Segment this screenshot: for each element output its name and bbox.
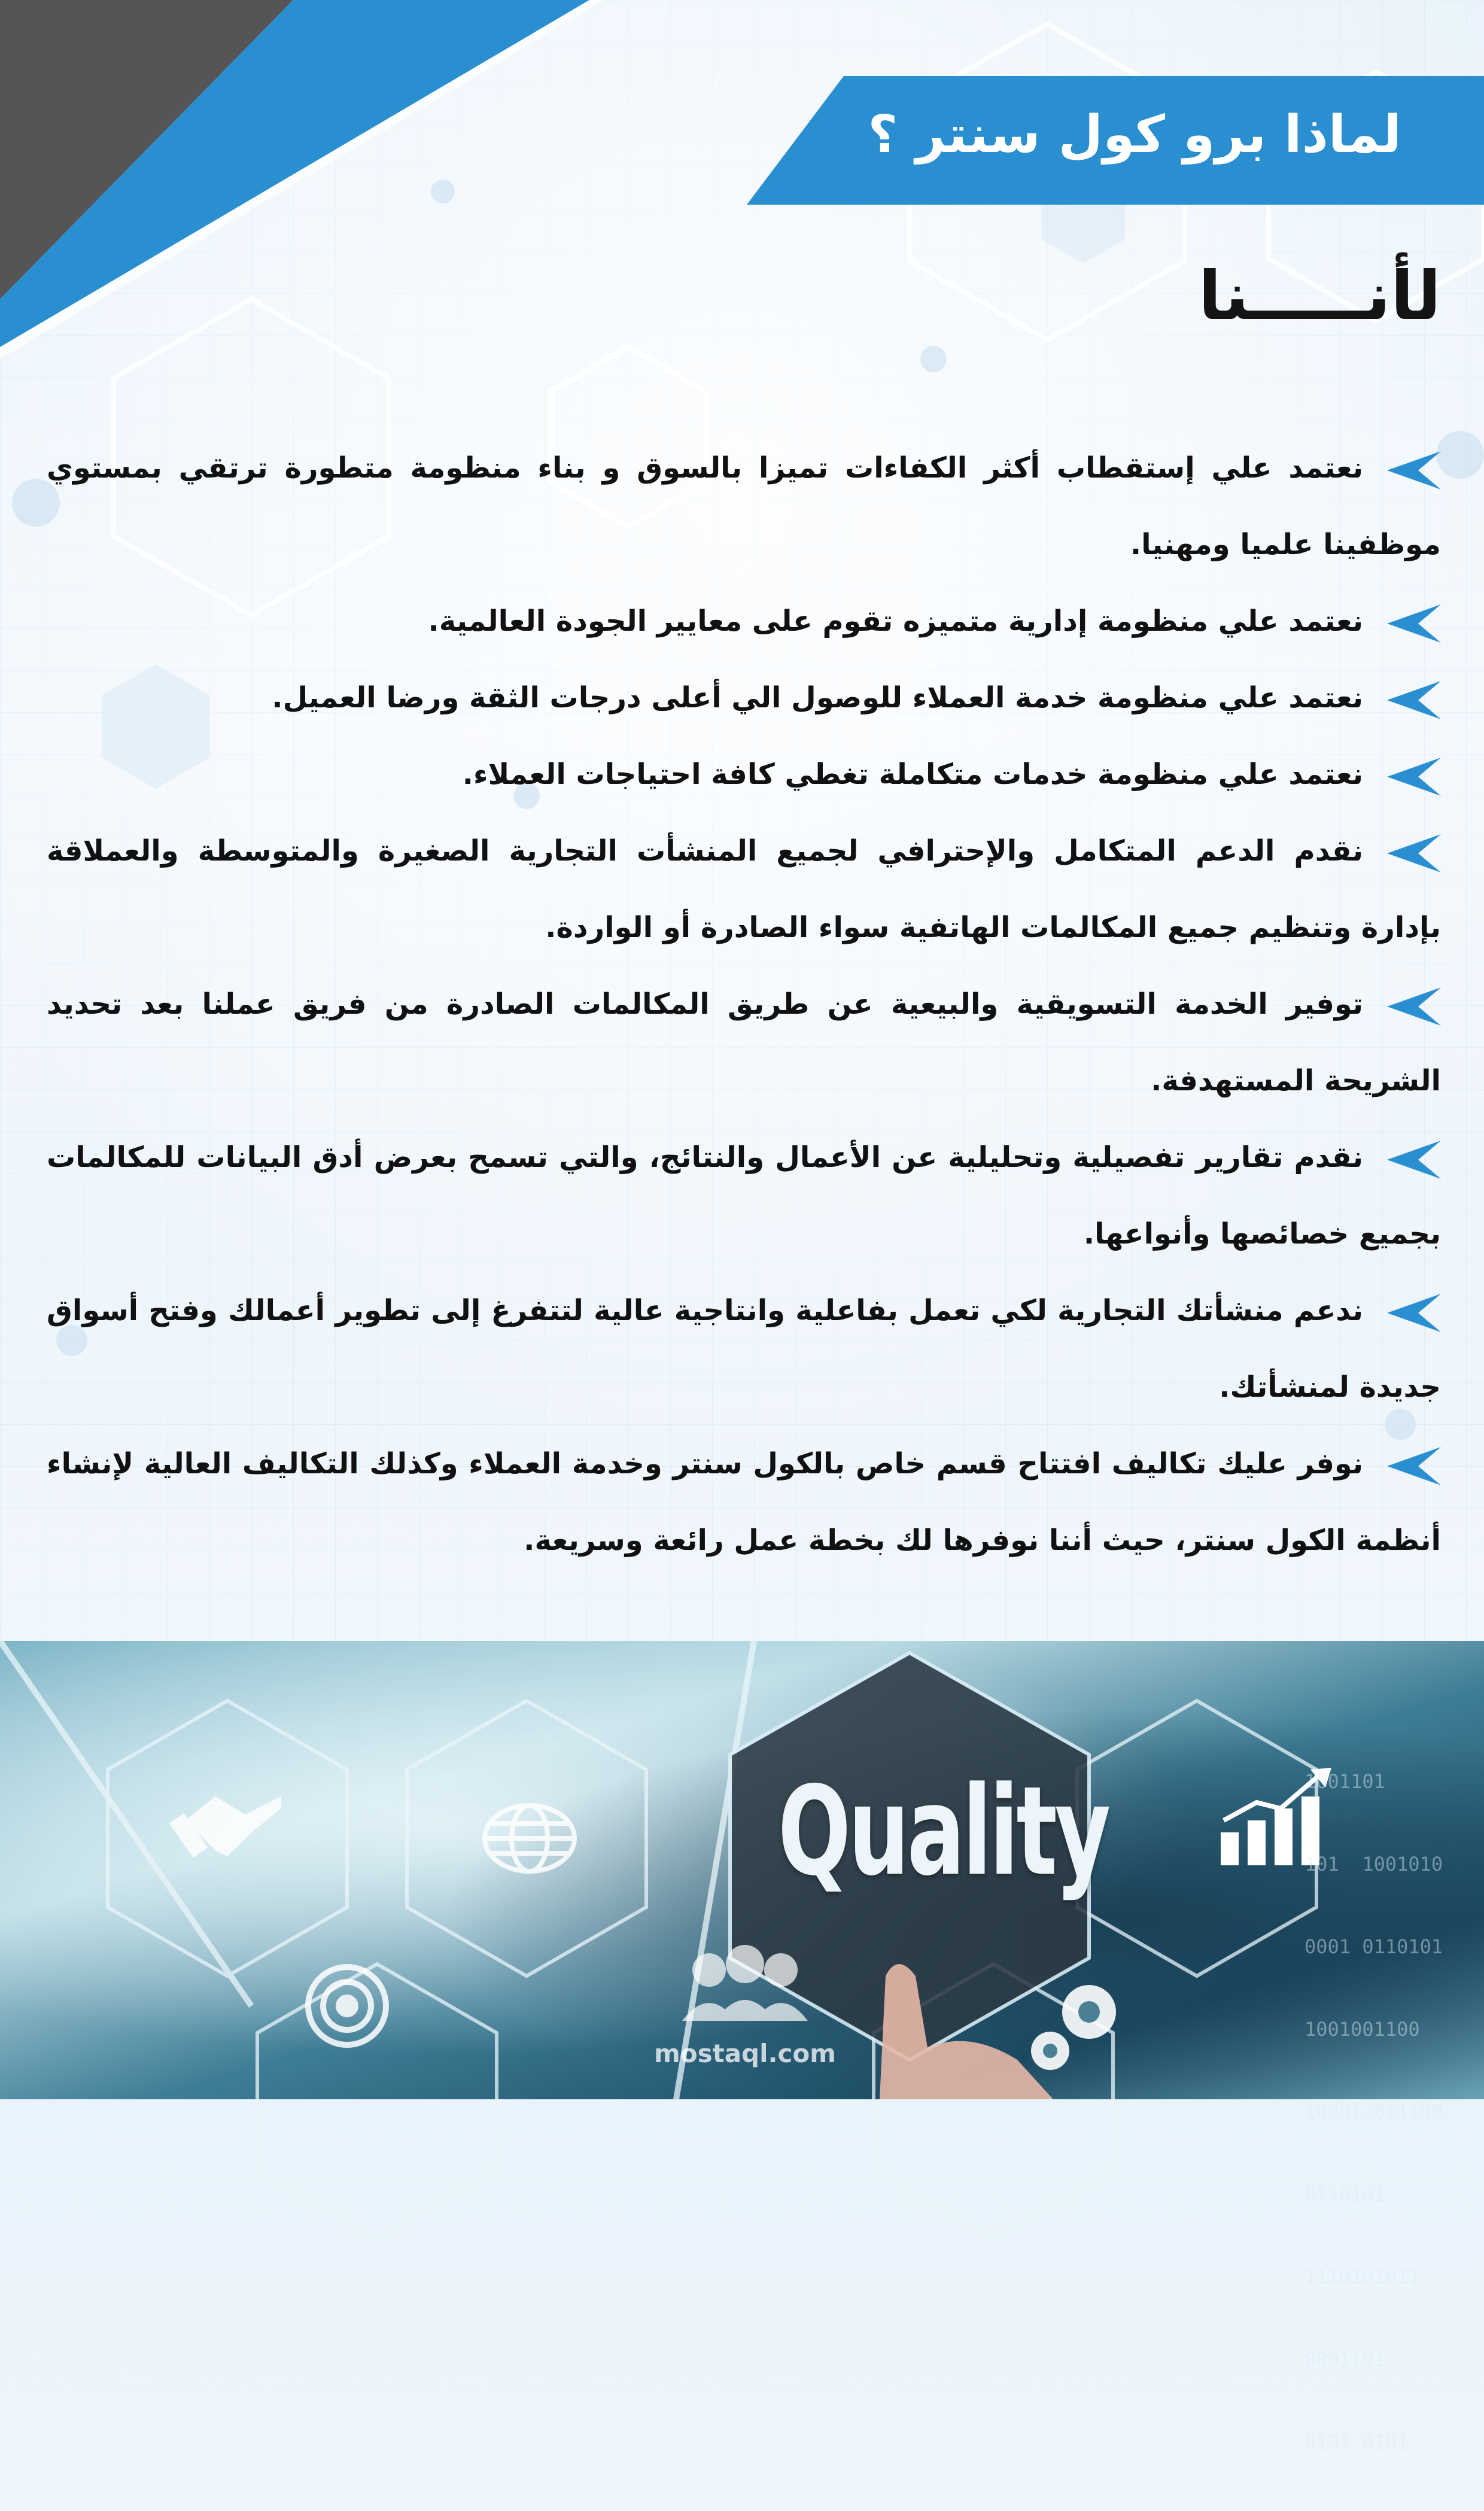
page-title: لماذا برو كول سنتر ؟ [868,105,1401,165]
code-line: 0001 0110101 [1304,1935,1443,1958]
team-icon [673,1943,817,2033]
chevron-bullet-icon [1387,604,1441,643]
point-text: نعتمد علي منظومة خدمة العملاء للوصول الي أعلى درجات الثقة ورضا العميل. [272,681,1363,715]
chevron-bullet-icon [1387,834,1441,873]
code-line: 0110101 [1304,2183,1385,2206]
point-text: نقدم الدعم المتكامل والإحترافي لجميع المنشأت التجارية الصغيرة والمتوسطة والعملاقة بإدارة وتنظيم جميع المكالمات الهاتفية سواء الصادرة أو الواردة. [47,834,1441,944]
list-item [47,1119,1441,1272]
quality-label: Quality [778,1761,1109,1903]
list-item [47,659,1441,736]
chevron-bullet-icon [1387,681,1441,719]
watermark [649,1943,841,2081]
binary-code-text [1304,1713,1443,2511]
chevron-bullet-icon [1387,758,1441,796]
point-text: توفير الخدمة التسويقية والبيعية عن طريق المكالمات الصادرة من فريق عملنا بعد تحديد الشريحة المستهدفة. [47,987,1441,1098]
code-line: 1110101011 [1304,2266,1420,2288]
title-banner [747,76,1484,205]
code-line: 0001101 [1304,2348,1385,2371]
handshake-icon [180,1785,287,1880]
watermark-text: mostaql.com [654,2039,836,2068]
point-text: نعتمد علي منظومة إدارية متميزه تقوم على معايير الجودة العالمية. [428,604,1363,638]
gear-icon [1017,1976,1137,2084]
quality-image [0,1641,1484,2454]
list-item [47,430,1441,583]
list-item [47,736,1441,813]
target-icon [299,1958,395,2054]
point-text: نقدم تقارير تفصيلية وتحليلية عن الأعمال والنتائج، والتي تسمح بعرض أدق البيانات للمكالمات بجميع خصائصها وأنواعها. [47,1141,1441,1251]
code-line: 1001101 [1304,1770,1385,1793]
globe-icon [479,1790,580,1886]
chevron-bullet-icon [1387,987,1441,1026]
chevron-bullet-icon [1387,451,1441,490]
list-item [47,1425,1441,1579]
section-subtitle: لأنـــــنا [1198,257,1441,335]
code-line: 10001 011100 [1304,2100,1443,2123]
list-item [47,966,1441,1119]
list-item [47,813,1441,966]
list-item [47,1272,1441,1425]
point-text: نعتمد علي منظومة خدمات متكاملة تغطي كافة احتياجات العملاء. [462,758,1363,791]
point-text: ندعم منشأتك التجارية لكي تعمل بفاعلية وانتاجية عالية لتتفرغ إلى تطوير أعمالك وفتح أسواق جديدة لمنشأتك. [47,1294,1441,1404]
list-item [47,583,1441,659]
code-line: 0101 0101 [1304,2431,1409,2454]
chevron-bullet-icon [1387,1447,1441,1485]
chevron-bullet-icon [1387,1294,1441,1332]
code-line: 1001001100 [1304,2018,1420,2041]
code-line: 101 1001010 [1304,1853,1443,1875]
chevron-bullet-icon [1387,1141,1441,1179]
point-text: نعتمد علي إستقطاب أكثر الكفاءات تميزا بالسوق و بناء منظومة متطورة ترتقي بمستوي موظفينا علميا ومهنيا. [47,451,1441,561]
point-text: نوفر عليك تكاليف افتتاح قسم خاص بالكول سنتر وخدمة العملاء وكذلك التكاليف العالية لإنشاء أنظمة الكول سنتر، حيث أننا نوفرها لك بخطة عمل رائعة وسريعة. [47,1447,1441,1557]
points-list [47,430,1441,1579]
